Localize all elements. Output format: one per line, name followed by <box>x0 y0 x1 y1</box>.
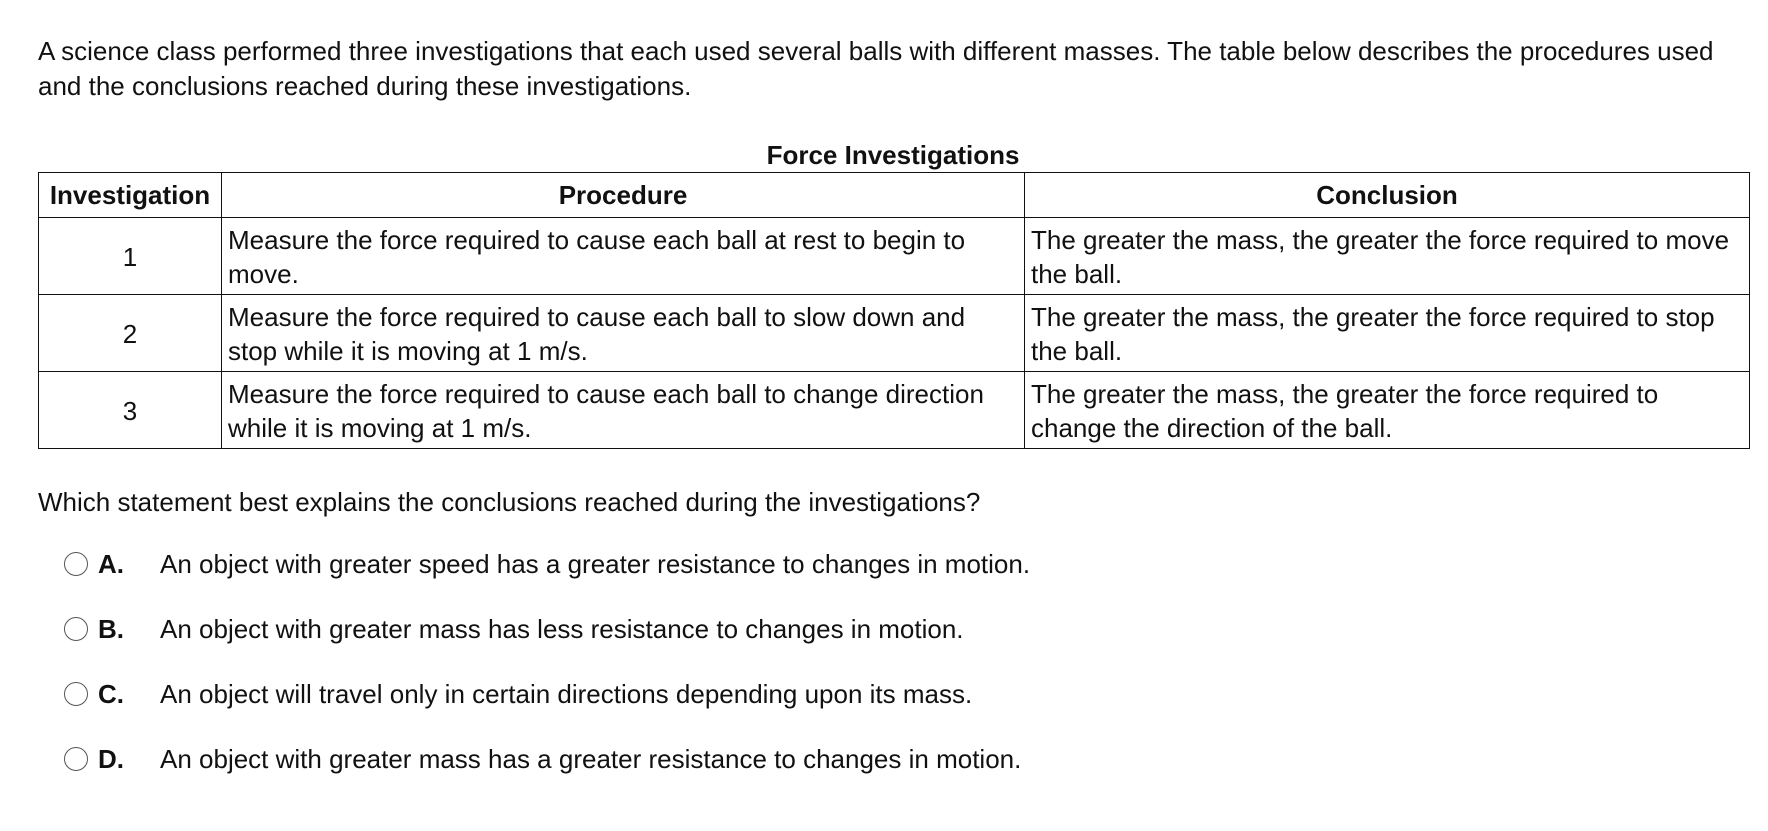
investigation-number: 3 <box>39 372 222 449</box>
choice-letter: B. <box>98 613 124 644</box>
choice-a[interactable] <box>64 547 1748 581</box>
radio-button-b[interactable] <box>64 617 88 641</box>
choice-c[interactable] <box>64 677 1748 711</box>
choice-b[interactable] <box>64 612 1748 646</box>
question-text: Which statement best explains the conclusions reached during the investigations? <box>38 487 981 517</box>
header-procedure: Procedure <box>222 173 1025 218</box>
intro-text: A science class performed three investigations that each used several balls with different masses. The table below describes the procedures used and the conclusions reached during these investigations. <box>38 36 1714 101</box>
conclusion-cell: The greater the mass, the greater the force required to stop the ball. <box>1025 295 1750 372</box>
header-investigation: Investigation <box>39 173 222 218</box>
radio-button-d[interactable] <box>64 747 88 771</box>
choice-letter: A. <box>98 548 124 579</box>
conclusion-cell: The greater the mass, the greater the force required to move the ball. <box>1025 218 1750 295</box>
table-row <box>39 295 1750 372</box>
choice-text: An object with greater mass has a greater resistance to changes in motion. <box>160 743 1022 774</box>
procedure-cell: Measure the force required to cause each ball to change direction while it is moving at 1 m/s. <box>222 372 1025 449</box>
investigations-table <box>38 172 1750 449</box>
investigation-number: 1 <box>39 218 222 295</box>
radio-button-a[interactable] <box>64 552 88 576</box>
answer-choices <box>38 547 1748 776</box>
choice-letter: D. <box>98 743 124 774</box>
procedure-cell: Measure the force required to cause each ball at rest to begin to move. <box>222 218 1025 295</box>
question-container <box>38 34 1748 807</box>
choice-text: An object with greater speed has a greater resistance to changes in motion. <box>160 548 1031 579</box>
procedure-cell: Measure the force required to cause each ball to slow down and stop while it is moving at 1 m/s. <box>222 295 1025 372</box>
radio-button-c[interactable] <box>64 682 88 706</box>
choice-text: An object will travel only in certain directions depending upon its mass. <box>160 678 973 709</box>
choice-d[interactable] <box>64 742 1748 776</box>
header-conclusion: Conclusion <box>1025 173 1750 218</box>
table-title: Force Investigations <box>766 140 1020 170</box>
conclusion-cell: The greater the mass, the greater the force required to change the direction of the ball. <box>1025 372 1750 449</box>
table-header-row <box>39 173 1750 218</box>
table-row <box>39 372 1750 449</box>
investigation-number: 2 <box>39 295 222 372</box>
choice-text: An object with greater mass has less resistance to changes in motion. <box>160 613 964 644</box>
choice-letter: C. <box>98 678 124 709</box>
table-row <box>39 218 1750 295</box>
